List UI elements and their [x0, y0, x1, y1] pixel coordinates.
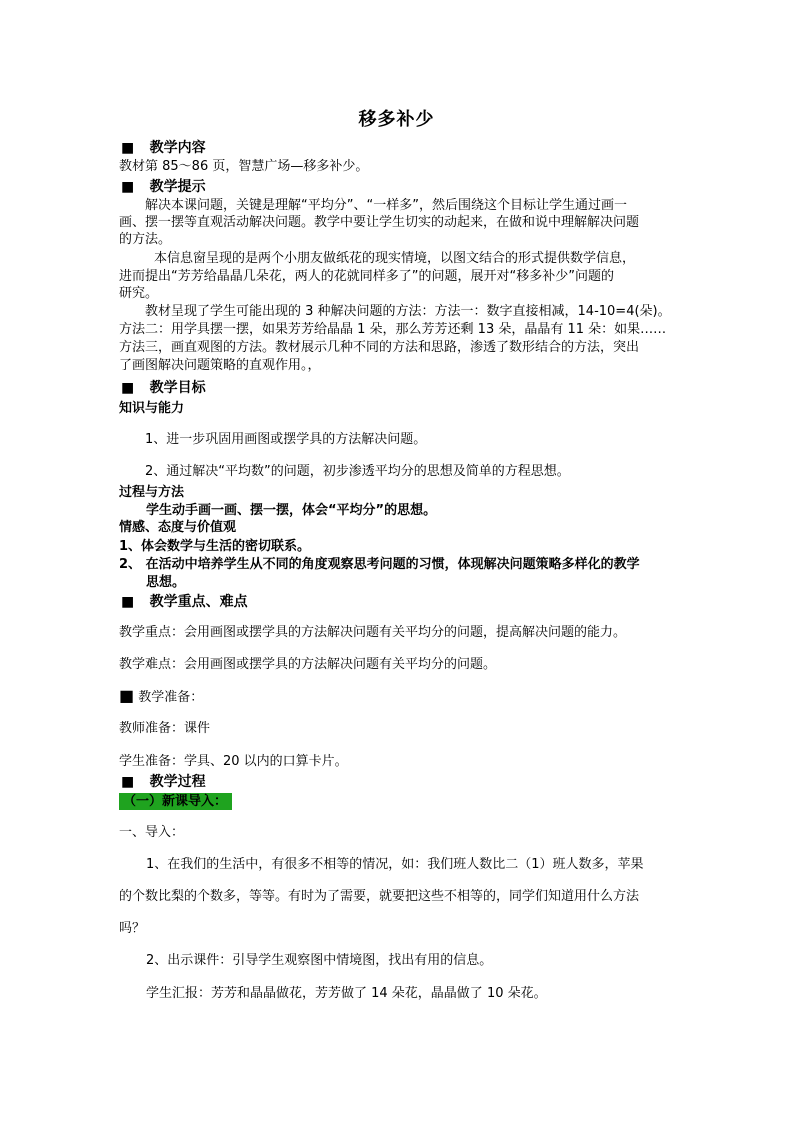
process-step-highlight: （一）新课导入：: [119, 793, 232, 810]
document-title: 移多补少: [358, 109, 435, 130]
tips-line: 研究。: [119, 286, 159, 301]
goals-subheading: 情感、态度与价值观: [119, 520, 237, 535]
bullet-square-icon: ■: [121, 140, 135, 156]
section-heading-prep: ■ 教学准备：: [119, 686, 204, 705]
bullet-square-icon: ■: [121, 774, 135, 790]
section-heading-goals: ■ 教学目标: [121, 380, 206, 396]
prep-student-text: 学生准备：学具、20 以内的口算卡片。: [119, 754, 348, 769]
goals-subheading: 知识与能力: [119, 401, 185, 416]
tips-line: 解决本课问题，关键是理解“平均分”、“一样多”，然后围绕这个目标让学生通过画一: [145, 198, 627, 213]
tips-line: 进而提出“芳芳给晶晶几朵花，两人的花就同样多了”的问题，展开对“移多补少”问题的: [119, 269, 614, 284]
goals-attitude-item: 思想。: [146, 575, 186, 590]
section-heading-content: ■ 教学内容: [121, 140, 206, 156]
bullet-square-icon: ■: [121, 594, 135, 610]
goals-item: 1、进一步巩固用画图或摆学具的方法解决问题。: [145, 432, 427, 447]
goals-subheading: 过程与方法: [119, 485, 185, 500]
bullet-square-icon: ■: [119, 686, 135, 705]
tips-line: 教材呈现了学生可能出现的 3 种解决问题的方法：方法一：数字直接相减，14-10=4(朵)。: [145, 304, 671, 319]
intro-paragraph: 吗？: [119, 921, 146, 936]
intro-paragraph: 的个数比梨的个数多，等等。有时为了需要，就要把这些不相等的，同学们知道用什么方法: [119, 889, 640, 904]
intro-paragraph: 2、出示课件：引导学生观察图中情境图，找出有用的信息。: [146, 953, 493, 968]
section-heading-key: ■ 教学重点、难点: [121, 594, 248, 610]
tips-line: 方法三，画直观图的方法。教材展示几种不同的方法和思路，渗透了数形结合的方法，突出: [119, 340, 640, 355]
bullet-square-icon: ■: [121, 179, 135, 195]
tips-line: 方法二：用学具摆一摆，如果芳芳给晶晶 1 朵，那么芳芳还剩 13 朵，晶晶有 11 朵：如果……: [119, 322, 667, 337]
content-text: 教材第 85～86 页，智慧广场—移多补少。: [119, 159, 369, 174]
hard-point-text: 教学难点：会用画图或摆学具的方法解决问题有关平均分的问题。: [119, 657, 497, 672]
intro-paragraph: 1、在我们的生活中，有很多不相等的情况，如：我们班人数比二（1）班人数多，苹果: [146, 857, 644, 872]
tips-line: 本信息窗呈现的是两个小朋友做纸花的现实情境，以图文结合的形式提供数学信息，: [154, 251, 636, 266]
intro-paragraph: 学生汇报：芳芳和晶晶做花，芳芳做了 14 朵花，晶晶做了 10 朵花。: [146, 986, 547, 1001]
goals-attitude-item: 1、体会数学与生活的密切联系。: [119, 539, 311, 554]
tips-line: 画、摆一摆等直观活动解决问题。教学中要让学生切实的动起来，在做和说中理解解决问题: [119, 215, 640, 230]
section-heading-process: ■ 教学过程: [121, 774, 206, 790]
tips-line: 的方法。: [119, 232, 172, 247]
prep-teacher-text: 教师准备：课件: [119, 721, 211, 736]
goals-item: 2、通过解决“平均数”的问题，初步渗透平均分的思想及简单的方程思想。: [145, 464, 570, 479]
bullet-square-icon: ■: [121, 380, 135, 396]
section-heading-tips: ■ 教学提示: [121, 179, 206, 195]
goals-process-text: 学生动手画一画、摆一摆，体会“平均分”的思想。: [146, 503, 437, 518]
goals-attitude-item: 2、 在活动中培养学生从不同的角度观察思考问题的习惯，体现解决问题策略多样化的教学: [119, 557, 640, 572]
key-point-text: 教学重点：会用画图或摆学具的方法解决问题有关平均分的问题，提高解决问题的能力。: [119, 625, 627, 640]
intro-label: 一、导入：: [119, 825, 185, 840]
tips-line: 了画图解决问题策略的直观作用。，: [119, 358, 321, 373]
